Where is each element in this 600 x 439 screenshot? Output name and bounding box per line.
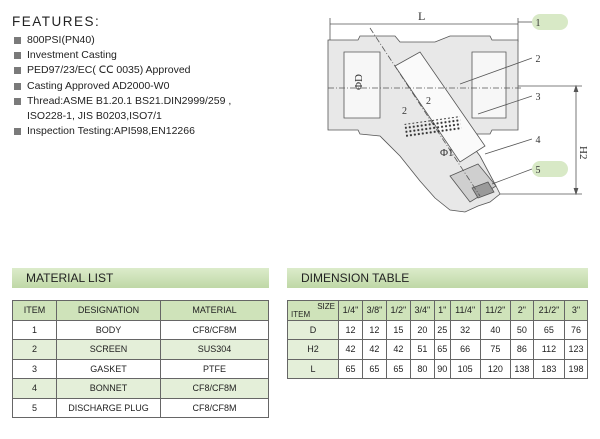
cell: 2	[13, 340, 57, 360]
square-bullet-icon	[14, 83, 21, 90]
cell: 51	[410, 340, 434, 360]
square-bullet-icon	[14, 52, 21, 59]
cell: 12	[339, 320, 363, 340]
feature-item-continued	[12, 109, 287, 124]
column-header: MATERIAL	[161, 301, 269, 321]
item-corner-label: ITEM	[291, 309, 311, 319]
diameter1-label: Φ1	[440, 147, 454, 159]
row-label: D	[288, 320, 339, 340]
table-row	[13, 379, 269, 399]
column-header: ITEM	[13, 301, 57, 321]
features-title: FEATURES:	[12, 14, 101, 29]
features-list	[12, 33, 287, 139]
size-header: 3/8"	[362, 301, 386, 321]
column-header: DESIGNATION	[57, 301, 161, 321]
cell: SUS304	[161, 340, 269, 360]
table-header-row	[288, 301, 588, 321]
cell: 65	[386, 359, 410, 379]
cell: 65	[533, 320, 564, 340]
features-section	[12, 14, 287, 139]
callout-label: 2	[535, 54, 541, 65]
feature-text: Casting Approved AD2000-W0	[27, 79, 170, 92]
square-bullet-icon	[14, 98, 21, 105]
cell: 198	[564, 359, 587, 379]
cell: GASKET	[57, 359, 161, 379]
table-header-row	[13, 301, 269, 321]
table-row	[13, 359, 269, 379]
cell: 105	[450, 359, 480, 379]
feature-item	[12, 33, 287, 48]
cell: 183	[533, 359, 564, 379]
cell: 12	[362, 320, 386, 340]
feature-item	[12, 94, 287, 109]
cell: 15	[386, 320, 410, 340]
table-row	[288, 359, 588, 379]
cell: 4	[13, 379, 57, 399]
size-header: 11/4"	[450, 301, 480, 321]
size-corner-label: SIZE	[317, 302, 335, 311]
feature-item	[12, 124, 287, 139]
cell: 90	[434, 359, 450, 379]
cell: 1	[13, 320, 57, 340]
cell: CF8/CF8M	[161, 379, 269, 399]
feature-text: Inspection Testing:API598,EN12266	[27, 125, 195, 138]
callout-label: 3	[535, 92, 541, 103]
cell: 80	[410, 359, 434, 379]
dim-two-label: 2	[426, 96, 431, 107]
row-label: L	[288, 359, 339, 379]
height-label: H2	[577, 146, 589, 160]
material-table	[12, 300, 269, 418]
cell: DISCHARGE PLUG	[57, 398, 161, 418]
size-header: 11/2"	[480, 301, 510, 321]
callout-label: 5	[535, 165, 541, 176]
size-header: 2"	[510, 301, 533, 321]
feature-item	[12, 63, 287, 78]
diameter-label: ΦD	[353, 74, 365, 90]
cell: 65	[434, 340, 450, 360]
cell: 66	[450, 340, 480, 360]
callout-label: 1	[535, 18, 541, 29]
cell: CF8/CF8M	[161, 320, 269, 340]
cell: 32	[450, 320, 480, 340]
feature-text: Investment Casting	[27, 49, 117, 62]
feature-item	[12, 48, 287, 63]
cell: 25	[434, 320, 450, 340]
cell: 40	[480, 320, 510, 340]
cell: 50	[510, 320, 533, 340]
feature-text: Thread:ASME B1.20.1 BS21.DIN2999/259 ,	[27, 94, 232, 107]
size-header: 3"	[564, 301, 587, 321]
cell: 123	[564, 340, 587, 360]
square-bullet-icon	[14, 128, 21, 135]
cell: 3	[13, 359, 57, 379]
table-row	[13, 398, 269, 418]
table-row	[13, 320, 269, 340]
cell: 42	[362, 340, 386, 360]
feature-text: ISO228-1, JIS B0203,ISO7/1	[27, 110, 162, 123]
feature-text: PED97/23/EC( ⅭⅭ 0035) Approved	[27, 64, 191, 77]
cell: 76	[564, 320, 587, 340]
cell: 86	[510, 340, 533, 360]
cell: BODY	[57, 320, 161, 340]
dimension-table-header: DIMENSION TABLE	[287, 268, 588, 288]
length-label: L	[418, 9, 426, 23]
cell: 120	[480, 359, 510, 379]
cell: CF8/CF8M	[161, 398, 269, 418]
corner-cell	[288, 301, 339, 321]
cell: 112	[533, 340, 564, 360]
cell: 42	[386, 340, 410, 360]
cell: 5	[13, 398, 57, 418]
row-label: H2	[288, 340, 339, 360]
material-list-header: MATERIAL LIST	[12, 268, 269, 288]
size-header: 1"	[434, 301, 450, 321]
dimension-table	[287, 300, 588, 379]
cell: 65	[362, 359, 386, 379]
dim-two-label: 2	[402, 106, 407, 117]
cell: BONNET	[57, 379, 161, 399]
cell: SCREEN	[57, 340, 161, 360]
cell: 138	[510, 359, 533, 379]
cell: 20	[410, 320, 434, 340]
size-header: 1/4"	[339, 301, 363, 321]
cell: 75	[480, 340, 510, 360]
table-row	[288, 340, 588, 360]
cell: 42	[339, 340, 363, 360]
square-bullet-icon	[14, 37, 21, 44]
table-row	[288, 320, 588, 340]
cell: PTFE	[161, 359, 269, 379]
y-strainer-drawing	[300, 6, 596, 228]
square-bullet-icon	[14, 67, 21, 74]
size-header: 21/2"	[533, 301, 564, 321]
size-header: 3/4"	[410, 301, 434, 321]
cell: 65	[339, 359, 363, 379]
table-row	[13, 340, 269, 360]
feature-item	[12, 79, 287, 94]
feature-text: 800PSI(PN40)	[27, 34, 95, 46]
size-header: 1/2"	[386, 301, 410, 321]
callout-label: 4	[535, 135, 541, 146]
